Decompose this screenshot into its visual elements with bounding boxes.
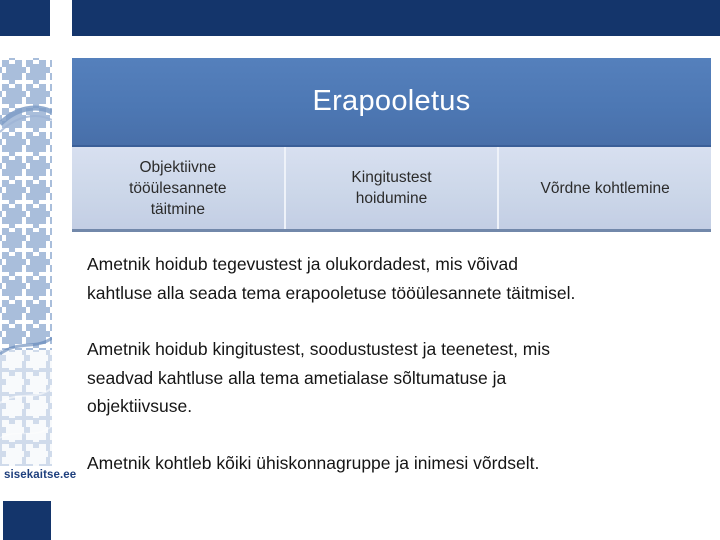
header-cell-line: Kingitustest xyxy=(351,169,432,186)
header-cell-line: tööülesannete xyxy=(129,179,227,197)
header-cell-line: hoidumine xyxy=(355,190,428,207)
body-text xyxy=(87,250,703,505)
header-cell-line: täitmine xyxy=(150,200,205,218)
sisekaitse-logo: sisekaitse.ee xyxy=(4,469,77,481)
puzzle-pattern xyxy=(0,58,52,466)
bottom-left-accent-bar xyxy=(3,501,51,540)
header-table xyxy=(72,147,711,232)
top-left-accent-bar xyxy=(0,0,50,36)
header-cell-vordne xyxy=(499,147,711,229)
paragraph-1: Ametnik hoidub tegevustest ja olukordadest, mis võivad kahtluse alla seada tema erapooletuse tööülesannete täitmisel. xyxy=(87,254,576,303)
slide-title: Erapooletus xyxy=(312,85,471,117)
header-cell-line: Võrdne kohtlemine xyxy=(540,179,670,197)
header-cell-kingitustest xyxy=(286,147,498,229)
header-cell-line: Objektiivne xyxy=(139,158,217,176)
top-accent-bar xyxy=(72,0,720,36)
paragraph-3: Ametnik kohtleb kõiki ühiskonnagruppe ja inimesi võrdselt. xyxy=(87,452,540,473)
title-banner xyxy=(72,58,711,147)
puzzle-pattern-graphic xyxy=(0,58,52,466)
paragraph-2: Ametnik hoidub kingitustest, soodustustest ja teenetest, mis seadvad kahtluse alla tema ametialase sõltumatuse ja objektiivsuse. xyxy=(87,339,551,416)
header-cell-objektiivne xyxy=(72,147,284,229)
